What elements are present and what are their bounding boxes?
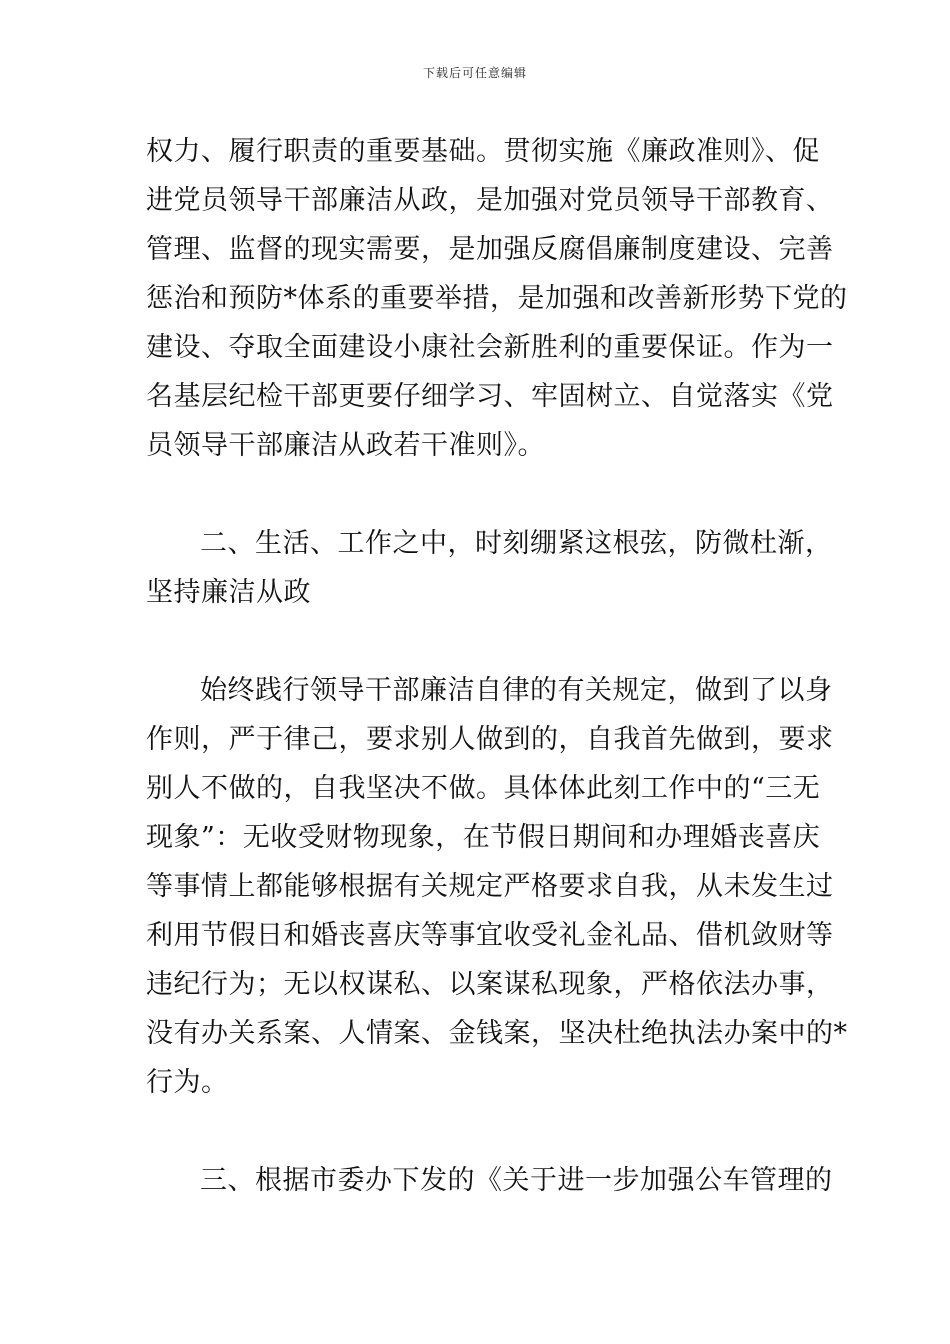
section-heading-3: [146, 1156, 833, 1205]
text-line: 管理、监督的现实需要，是加强反腐倡廉制度建设、完善: [146, 234, 834, 265]
paragraph-1: [146, 127, 848, 470]
text-line: 利用节假日和婚丧喜庆等事宜收受礼金礼品、借机敛财等: [146, 920, 834, 951]
text-line: 作则，严于律己，要求别人做到的，自我首先做到，要求: [146, 724, 834, 755]
paragraph-3: [146, 666, 848, 1107]
paragraph-spacer: [146, 470, 808, 519]
paragraph-spacer: [146, 1107, 808, 1156]
text-line: 始终践行领导干部廉洁自律的有关规定，做到了以身: [200, 675, 833, 706]
text-line: 名基层纪检干部更要仔细学习、牢固树立、自觉落实《党: [146, 381, 834, 412]
text-line: 二、生活、工作之中，时刻绷紧这根弦，防微杜渐，: [200, 528, 833, 559]
page-header: 下载后可任意编辑: [422, 66, 527, 80]
text-line: 行为。: [146, 1067, 229, 1098]
text-line: 等事情上都能够根据有关规定严格要求自我，从未发生过: [146, 871, 834, 902]
document-body: [146, 127, 848, 1205]
text-line: 现象”：无收受财物现象，在节假日期间和办理婚丧喜庆: [146, 822, 821, 853]
text-line: 别人不做的，自我坚决不做。具体体此刻工作中的“三无: [146, 773, 821, 804]
text-line: 惩治和预防*体系的重要举措，是加强和改善新形势下党的: [146, 283, 848, 314]
text-line: 坚持廉洁从政: [146, 577, 311, 608]
text-line: 权力、履行职责的重要基础。贯彻实施《廉政准则》、促: [146, 136, 820, 167]
text-line: 建设、夺取全面建设小康社会新胜利的重要保证。作为一: [146, 332, 834, 363]
text-line: 进党员领导干部廉洁从政，是加强对党员领导干部教育、: [146, 185, 834, 216]
text-line: 三、根据市委办下发的《关于进一步加强公车管理的: [200, 1165, 833, 1196]
section-heading-2: [146, 519, 833, 617]
text-line: 没有办关系案、人情案、金钱案，坚决杜绝执法办案中的*: [146, 1018, 848, 1049]
text-line: 违纪行为；无以权谋私、以案谋私现象，严格依法办事，: [146, 969, 834, 1000]
paragraph-spacer: [146, 617, 808, 666]
text-line: 员领导干部廉洁从政若干准则》。: [146, 430, 545, 461]
